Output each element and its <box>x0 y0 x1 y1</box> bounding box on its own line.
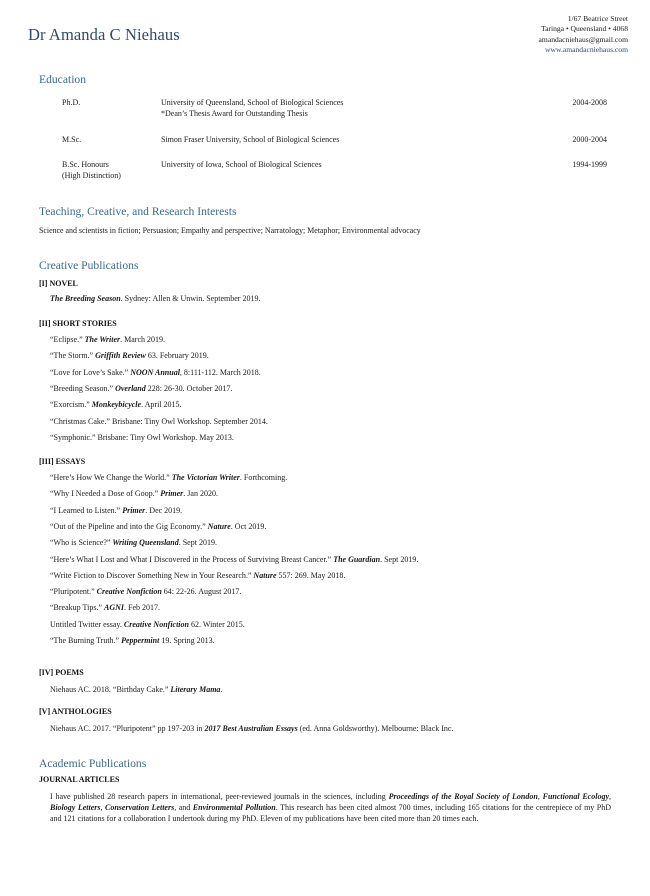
publication-title: Writing Queensland <box>112 538 179 548</box>
journal-name: Proceedings of the Royal Society of London <box>388 792 538 801</box>
publication-details: . Jan 2020. <box>183 489 218 499</box>
publication-title: Monkeybicycle <box>91 400 142 410</box>
publication-title: Overland <box>115 383 146 393</box>
publication-details: . Feb 2017. <box>124 603 161 613</box>
publication-entry <box>50 636 215 645</box>
institution <box>161 97 521 119</box>
publication-title: NOON Annual <box>130 367 180 377</box>
publication-entry <box>50 724 453 733</box>
publication-details: . Dec 2019. <box>145 505 183 515</box>
anthologies-label: [V] ANTHOLOGIES <box>39 707 112 716</box>
publication-title: Primer <box>122 505 146 515</box>
address-line2: Taringa • Queensland • 4068 <box>540 24 628 34</box>
website-link[interactable]: www.amandacniehaus.com <box>544 45 628 55</box>
publication-pre: “Symphonic.” Brisbane: Tiny Owl Workshop. May 2013. <box>50 432 234 442</box>
publication-entry <box>50 417 268 426</box>
publication-details: . <box>220 685 223 694</box>
separator: , and <box>174 803 193 813</box>
publication-title: The Breeding Season <box>50 294 121 303</box>
publication-title: Peppermint <box>121 636 160 645</box>
publication-entry <box>50 335 165 344</box>
publication-pre: “The Burning Truth.” <box>50 636 122 645</box>
publication-pre: “Exorcism.” <box>50 400 92 410</box>
journal-name: Conservation Letters <box>105 803 175 813</box>
publication-entry <box>50 489 218 498</box>
interests-heading: Teaching, Creative, and Research Interests <box>39 205 237 218</box>
publication-entry <box>50 433 234 442</box>
publication-pre: Niehaus AC. 2017. “Pluripotent” pp 197-203 in <box>50 724 205 733</box>
publication-details: 63. February 2019. <box>145 351 209 361</box>
publication-pre: “Here’s How We Change the World.” <box>50 473 172 482</box>
publication-entry <box>50 368 261 377</box>
publication-title: AGNI <box>104 603 125 613</box>
address-line1: 1/67 Beatrice Street <box>567 14 628 23</box>
publication-title: The Guardian <box>333 554 381 564</box>
publication-title: Nature <box>253 570 277 580</box>
publication-details: 62. Winter 2015. <box>188 619 245 629</box>
publication-entry <box>50 506 182 515</box>
publication-title: 2017 Best Australian Essays <box>204 724 298 733</box>
publication-pre: “Who is Science?” <box>50 538 113 548</box>
short-stories-label: [II] SHORT STORIES <box>39 319 117 328</box>
novel-label: [I] NOVEL <box>39 279 78 288</box>
years: 2000-2004 <box>572 135 607 144</box>
publication-entry <box>50 620 245 629</box>
academic-summary <box>50 791 611 825</box>
separator: , <box>537 792 543 801</box>
publication-title: The Victorian Writer <box>171 473 240 482</box>
publication-pre: “Eclipse.” <box>50 335 85 344</box>
degree: Ph.D. <box>62 98 81 107</box>
creative-heading: Creative Publications <box>39 259 139 272</box>
institution-name: Simon Fraser University, School of Biological Sciences <box>161 135 340 144</box>
years: 1994-1999 <box>572 160 607 169</box>
publication-pre: “Why I Needed a Dose of Goop.” <box>50 489 161 499</box>
publication-details: 19. Spring 2013. <box>159 636 215 645</box>
publication-details: . Forthcoming. <box>239 473 288 482</box>
degree <box>62 159 157 181</box>
publication-entry <box>50 384 232 393</box>
publication-pre: “Christmas Cake.” Brisbane: Tiny Owl Workshop. September 2014. <box>50 416 268 426</box>
publication-pre: “Pluripotent.” <box>50 587 97 597</box>
publication-details: 64: 22-26. August 2017. <box>161 587 242 597</box>
interests-text: Science and scientists in fiction; Persuasion; Empathy and perspective; Narratology; Metaphor; Environmental advocacy <box>39 226 421 235</box>
publication-entry <box>50 400 182 409</box>
summary-text: . This research has been cited almost 700 times, including 165 citations for the centrepiece of my PhD and 121 citations for a collaboration I undertook during my PhD. Eleven of my publications have been cited more than 20 times each. <box>50 803 612 824</box>
publication-entry <box>50 538 217 547</box>
institution-name: University of Iowa, School of Biological Sciences <box>161 160 322 169</box>
contact-block <box>539 14 628 56</box>
separator: , <box>609 792 612 801</box>
publication-pre: “Love for Love’s Sake.” <box>50 367 131 377</box>
academic-heading: Academic Publications <box>39 757 147 770</box>
publication-pre: “Breeding Season.” <box>50 383 116 393</box>
publication-title: Nature <box>207 521 231 531</box>
publication-title: Primer <box>160 489 184 499</box>
publication-entry <box>50 294 260 303</box>
publication-details: (ed. Anna Goldsworthy). Melbourne: Black Inc. <box>297 724 454 733</box>
publication-details: . March 2019. <box>120 335 166 344</box>
publication-details: . April 2015. <box>141 400 182 410</box>
publication-pre: “The Storm.” <box>50 351 96 361</box>
education-heading: Education <box>39 73 87 86</box>
publication-title: Creative Nonfiction <box>123 619 189 629</box>
journal-name: Functional Ecology <box>542 792 610 801</box>
publication-pre: “I Learned to Listen.” <box>50 505 123 515</box>
publication-entry <box>50 571 345 580</box>
publication-pre: Untitled Twitter essay. <box>50 619 124 629</box>
publication-details: 557: 269. May 2018. <box>276 570 346 580</box>
email-link[interactable]: amandacniehaus@gmail.com <box>538 34 628 44</box>
summary-text: I have published 28 research papers in international, peer-reviewed journals in the sciences, including <box>50 792 389 801</box>
publication-details: . Sydney: Allen & Unwin. September 2019. <box>120 294 261 303</box>
journal-articles-label: JOURNAL ARTICLES <box>39 775 120 784</box>
journal-name: Biology Letters <box>50 803 101 813</box>
publication-entry <box>50 351 209 360</box>
publication-details: . Oct 2019. <box>230 521 267 531</box>
separator: , <box>100 803 106 813</box>
degree-note: (High Distinction) <box>62 171 121 180</box>
publication-entry <box>50 473 287 482</box>
poems-label: [IV] POEMS <box>39 668 84 677</box>
publication-title: Creative Nonfiction <box>96 587 162 597</box>
publication-details: . Sept 2019. <box>178 538 217 548</box>
publication-title: The Writer <box>84 335 121 344</box>
publication-title: Griffith Review <box>95 351 146 361</box>
award: *Dean’s Thesis Award for Outstanding Thesis <box>161 109 308 118</box>
publication-pre: “Write Fiction to Discover Something New in Your Research.” <box>50 570 254 580</box>
author-name: Dr Amanda C Niehaus <box>28 25 180 44</box>
publication-entry <box>50 587 241 596</box>
publication-entry <box>50 685 222 694</box>
essays-label: [III] ESSAYS <box>39 457 86 466</box>
publication-entry <box>50 603 160 612</box>
publication-pre: “Out of the Pipeline and into the Gig Economy.” <box>50 521 208 531</box>
publication-pre: “Here’s What I Lost and What I Discovered in the Process of Surviving Breast Cancer.” <box>50 554 334 564</box>
publication-title: Literary Mama <box>170 685 221 694</box>
publication-entry <box>50 555 418 564</box>
publication-entry <box>50 522 266 531</box>
degree-title: B.Sc. Honours <box>62 160 109 169</box>
institution-name: University of Queensland, School of Biological Sciences <box>161 98 344 107</box>
journal-name: Environmental Pollution <box>192 803 276 813</box>
years: 2004-2008 <box>572 98 607 107</box>
publication-details: 228: 26-30. October 2017. <box>145 383 233 393</box>
degree: M.Sc. <box>62 135 82 144</box>
publication-pre: “Breakup Tips.” <box>50 603 104 613</box>
publication-details: . Sept 2019. <box>380 554 419 564</box>
publication-details: , 8:111-112. March 2018. <box>179 367 261 377</box>
publication-pre: Niehaus AC. 2018. “Birthday Cake.” <box>50 685 171 694</box>
